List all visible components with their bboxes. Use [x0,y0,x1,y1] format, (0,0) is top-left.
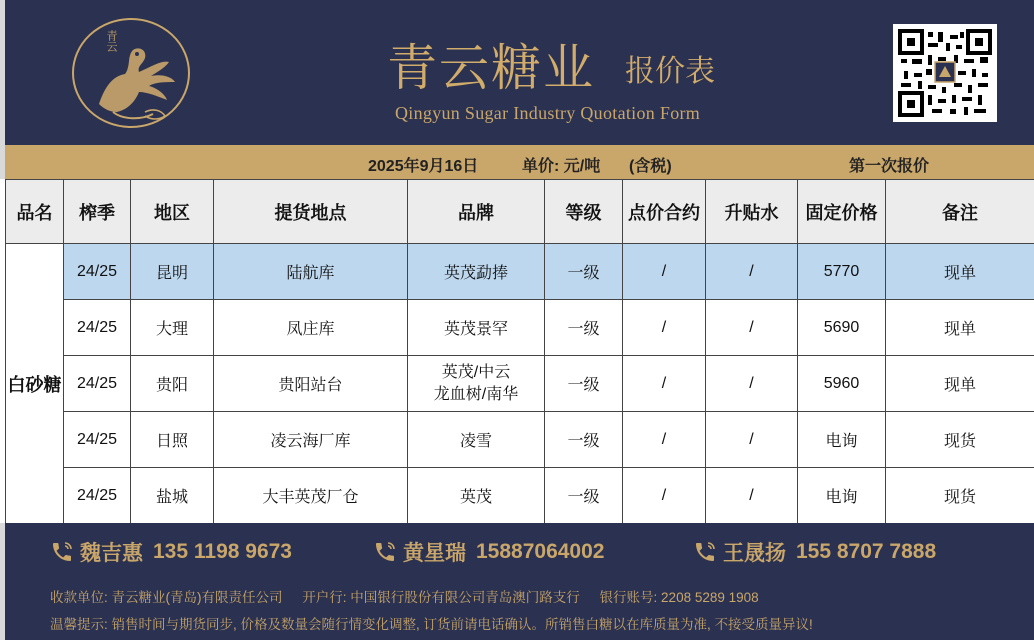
table-row[interactable] [6,300,1034,356]
cell-basis[interactable]: / [706,412,798,468]
logo-text: 青云 [105,30,118,52]
contact-phone[interactable]: 135 1198 9673 [153,540,292,563]
cell-note[interactable]: 现货 [886,412,1034,468]
table-row[interactable] [6,244,1034,300]
table-row[interactable] [6,468,1034,524]
cell-price[interactable]: 5690 [798,300,886,356]
cell-grade[interactable]: 一级 [545,412,623,468]
contact-name: 王晟扬 [723,542,786,565]
page-title-english: Qingyun Sugar Industry Quotation Form [395,103,701,123]
quote-round: 第一次报价 [849,158,930,175]
brand-line: 龙血树/南华 [433,385,519,403]
contact-name: 魏吉惠 [80,542,143,565]
header-brand: 品牌 [408,180,545,244]
cell-grade[interactable]: 一级 [545,468,623,524]
cell-region[interactable]: 昆明 [131,244,214,300]
cell-contract[interactable]: / [623,300,706,356]
cell-season[interactable]: 24/25 [64,468,131,524]
payee: 收款单位: 青云糖业(青岛)有限责任公司 [50,590,283,605]
cell-season[interactable]: 24/25 [64,356,131,412]
qr-code-icon [893,24,997,122]
cell-price[interactable]: 电询 [798,412,886,468]
cell-note[interactable]: 现单 [886,356,1034,412]
info-bar [0,145,1034,179]
header-region: 地区 [131,180,214,244]
cell-region[interactable]: 大理 [131,300,214,356]
bank-branch: 开户行: 中国银行股份有限公司青岛澳门路支行 [302,590,580,605]
cell-location[interactable]: 陆航库 [214,244,408,300]
brand-line: 英茂/中云 [441,363,511,381]
cell-price[interactable]: 5770 [798,244,886,300]
cell-grade[interactable]: 一级 [545,244,623,300]
price-unit: 单价: 元/吨 [522,158,601,175]
cell-region[interactable]: 盐城 [131,468,214,524]
cell-basis[interactable]: / [706,468,798,524]
cell-basis[interactable]: / [706,244,798,300]
header-contract: 点价合约 [623,180,706,244]
header-fixed-price: 固定价格 [798,180,886,244]
cell-location[interactable]: 凤庄库 [214,300,408,356]
cell-season[interactable]: 24/25 [64,412,131,468]
header-banner [0,0,1034,145]
table-row[interactable] [6,356,1034,412]
table-row[interactable] [6,412,1034,468]
contact-3 [693,537,936,567]
header-location: 提货地点 [214,180,408,244]
phone-icon [373,540,397,564]
cell-contract[interactable]: / [623,356,706,412]
header-season: 榨季 [64,180,131,244]
cell-location[interactable]: 贵阳站台 [214,356,408,412]
header-grade: 等级 [545,180,623,244]
cell-region[interactable]: 日照 [131,412,214,468]
cell-contract[interactable]: / [623,244,706,300]
cell-price[interactable]: 电询 [798,468,886,524]
bank-info [50,586,759,606]
bank-account: 银行账号: 2208 5289 1908 [599,590,759,605]
cell-region[interactable]: 贵阳 [131,356,214,412]
contact-1 [50,537,292,567]
cell-location[interactable]: 凌云海厂库 [214,412,408,468]
category-cell[interactable]: 白砂糖 [6,244,64,524]
cell-season[interactable]: 24/25 [64,244,131,300]
contact-name: 黄星瑞 [403,542,466,565]
phoenix-emblem-icon [69,16,193,130]
contact-2 [373,537,604,567]
cell-brand[interactable]: 凌雪 [408,412,545,468]
cell-note[interactable]: 现单 [886,300,1034,356]
header-product: 品名 [6,180,64,244]
warm-tip: 温馨提示: 销售时间与期货同步, 价格及数量会随行情变化调整, 订货前请电话确认。所销售白糖以在库质量为准, 不接受质量异议! [50,617,813,632]
tax-note: (含税) [629,158,672,175]
cell-season[interactable]: 24/25 [64,300,131,356]
header-note: 备注 [886,180,1034,244]
footer-banner [0,523,1034,640]
quote-date: 2025年9月16日 [368,158,479,175]
cell-brand[interactable]: 英茂景罕 [408,300,545,356]
cell-basis[interactable]: / [706,356,798,412]
cell-grade[interactable]: 一级 [545,356,623,412]
cell-location[interactable]: 大丰英茂厂仓 [214,468,408,524]
phone-icon [50,540,74,564]
cell-price[interactable]: 5960 [798,356,886,412]
cell-note[interactable]: 现货 [886,468,1034,524]
header-basis: 升贴水 [706,180,798,244]
cell-contract[interactable]: / [623,412,706,468]
phone-icon [693,540,717,564]
price-table [5,179,1034,524]
page-title: 青云糖业 [387,39,595,97]
cell-brand[interactable]: 英茂勐捧 [408,244,545,300]
cell-basis[interactable]: / [706,300,798,356]
cell-note[interactable]: 现单 [886,244,1034,300]
cell-grade[interactable]: 一级 [545,300,623,356]
cell-contract[interactable]: / [623,468,706,524]
table-header-row [6,180,1034,244]
page-subtitle: 报价表 [625,54,715,89]
cell-brand[interactable]: 英茂 [408,468,545,524]
contact-phone[interactable]: 15887064002 [476,540,605,563]
contact-phone[interactable]: 155 8707 7888 [796,540,937,563]
cell-brand[interactable] [408,356,545,412]
